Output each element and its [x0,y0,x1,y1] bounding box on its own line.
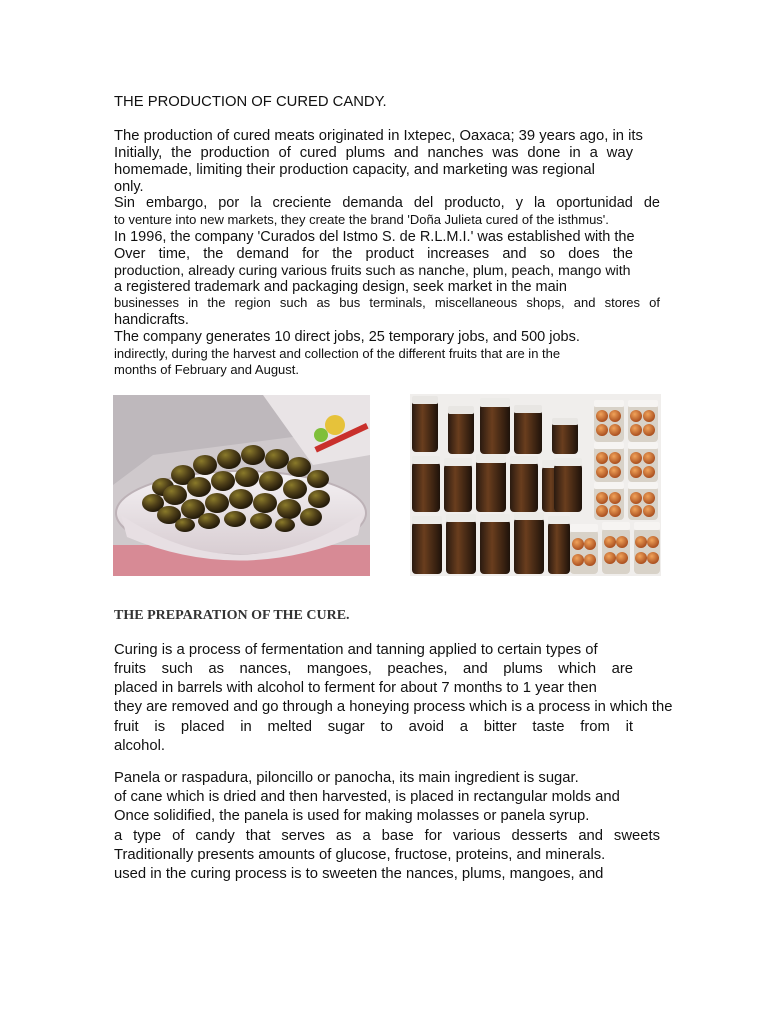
paragraph-line: placed in barrels with alcohol to ferment for about 7 months to 1 year then [114,680,597,696]
paragraph-line: production, already curing various fruits such as nanche, plum, peach, mango with [114,263,631,279]
paragraph-line: indirectly, during the harvest and collection of the different fruits that are in the [114,346,561,361]
section-heading: THE PREPARATION OF THE CURE. [114,608,350,623]
paragraph-line: of cane which is dried and then harvested, is placed in rectangular molds and [114,789,620,805]
paragraph-line: Over time, the demand for the product increases and so does the [114,246,633,262]
paragraph-line: alcohol. [114,738,166,754]
paragraph-line: handicrafts. [114,312,189,328]
paragraph-line: Once solidified, the panela is used for making molasses or panela syrup. [114,808,590,824]
document-title: THE PRODUCTION OF CURED CANDY. [114,94,387,110]
paragraph-line: Sin embargo, por la creciente demanda del producto, y la oportunidad de [114,195,660,211]
cured-plums-bowl-image [113,395,370,576]
paragraph-line: Curing is a process of fermentation and tanning applied to certain types of [114,642,598,658]
paragraph-line: In 1996, the company 'Curados del Istmo S. de R.L.M.I.' was established with the [114,229,635,245]
paragraph-line: Traditionally presents amounts of glucose, fructose, proteins, and minerals. [114,847,606,863]
paragraph-line: fruit is placed in melted sugar to avoid a bitter taste from it [114,719,633,735]
paragraph-line: Initially, the production of cured plums and nanches was done in a way [114,145,633,161]
paragraph-line: they are removed and go through a honeying process which is a process in which the [114,699,673,715]
paragraph-line: to venture into new markets, they create the brand 'Doña Julieta cured of the isthmus'. [114,212,609,227]
paragraph-line: Panela or raspadura, piloncillo or panocha, its main ingredient is sugar. [114,770,579,786]
paragraph-line: businesses in the region such as bus terminals, miscellaneous shops, and stores of [114,295,660,310]
paragraph-line: fruits such as nances, mangoes, peaches, and plums which are [114,661,633,677]
paragraph-line: The production of cured meats originated in Ixtepec, Oaxaca; 39 years ago, in its [114,128,643,144]
cured-fruit-jars-image [410,394,661,576]
paragraph-line: The company generates 10 direct jobs, 25 temporary jobs, and 500 jobs. [114,329,580,345]
paragraph-line: only. [114,179,144,195]
paragraph-line: a registered trademark and packaging design, seek market in the main [114,279,567,295]
paragraph-line: homemade, limiting their production capacity, and marketing was regional [114,162,595,178]
paragraph-line: used in the curing process is to sweeten the nances, plums, mangoes, and [114,866,604,882]
paragraph-line: a type of candy that serves as a base for various desserts and sweets [114,828,660,844]
paragraph-line: months of February and August. [114,362,299,377]
